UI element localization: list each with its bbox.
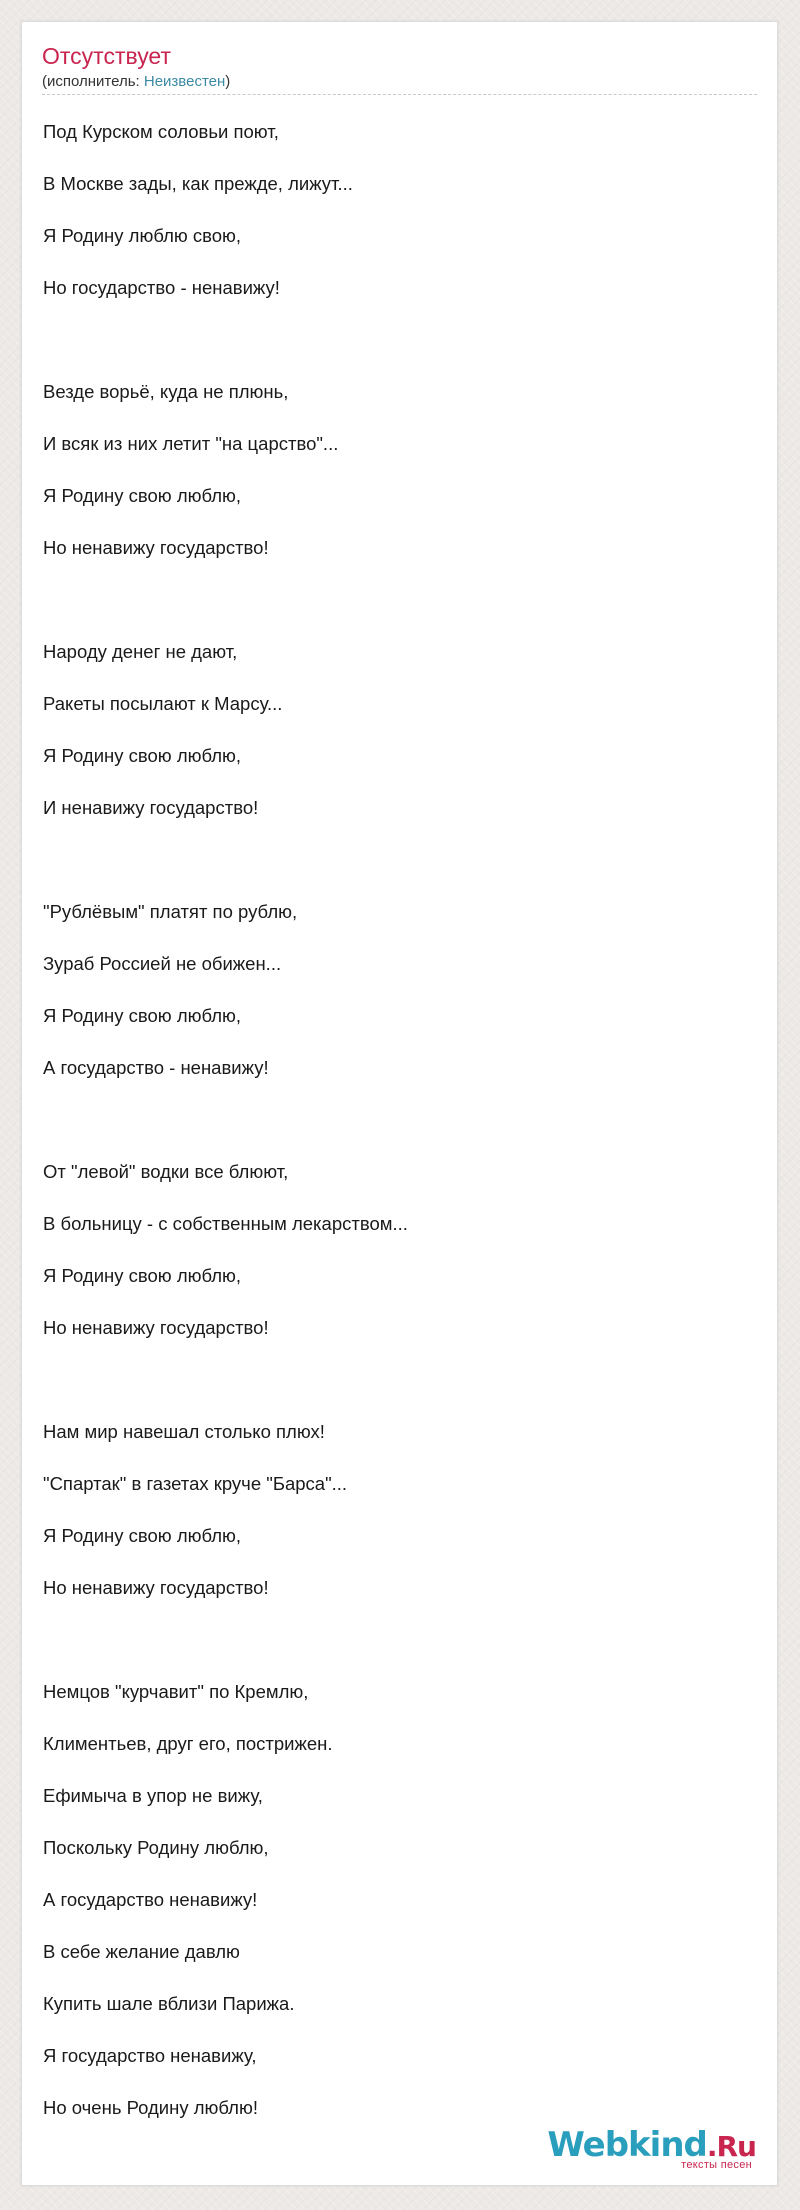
logo-name: Webkind: [547, 2125, 707, 2165]
lyric-line: А государство - ненавижу!: [43, 1057, 269, 1078]
lyric-line: Но государство - ненавижу!: [43, 277, 280, 298]
lyric-line: Я государство ненавижу,: [43, 2045, 257, 2066]
header-divider: [42, 94, 757, 95]
lyric-line: Я Родину свою люблю,: [43, 1265, 242, 1286]
lyric-line: Купить шале вблизи Парижа.: [43, 1993, 295, 2014]
lyric-line: Под Курском соловьи поют,: [43, 121, 279, 142]
lyric-line: Я Родину свою люблю,: [43, 1525, 242, 1546]
lyric-line: Ракеты посылают к Марсу...: [43, 693, 283, 714]
verse: [43, 626, 757, 886]
lyric-line: От "левой" водки все блюют,: [43, 1161, 289, 1182]
lyric-line: Немцов "курчавит" по Кремлю,: [43, 1681, 309, 1702]
lyric-line: Ефимыча в упор не вижу,: [43, 1785, 263, 1806]
lyric-line: Народу денег не дают,: [43, 641, 238, 662]
lyric-line: А государство ненавижу!: [43, 1889, 258, 1910]
lyric-line: Но очень Родину люблю!: [43, 2097, 258, 2118]
lyric-line: В себе желание давлю: [43, 1941, 240, 1962]
lyric-line: Везде ворьё, куда не плюнь,: [43, 381, 289, 402]
verse: [43, 1146, 757, 1406]
verse: [43, 1406, 757, 1666]
artist-line: [42, 73, 230, 91]
lyric-line: Я Родину свою люблю,: [43, 485, 242, 506]
lyric-line: Поскольку Родину люблю,: [43, 1837, 269, 1858]
logo-tagline: тексты песен: [681, 2159, 752, 2171]
lyrics-card: [21, 21, 778, 2186]
lyric-line: "Спартак" в газетах круче "Барса"...: [43, 1473, 348, 1494]
verse: [43, 366, 757, 626]
verse: [43, 106, 757, 366]
lyric-line: Нам мир навешал столько плюх!: [43, 1421, 325, 1442]
lyric-line: Я Родину свою люблю,: [43, 745, 242, 766]
artist-prefix: (исполнитель:: [42, 73, 144, 90]
lyric-line: И всяк из них летит "на царство"...: [43, 433, 339, 454]
lyric-line: "Рублёвым" платят по рублю,: [43, 901, 298, 922]
logo-tld: .Ru: [706, 2130, 756, 2163]
song-title: Отсутствует: [42, 43, 171, 69]
lyric-line: Но ненавижу государство!: [43, 537, 269, 558]
lyrics-body: [43, 106, 757, 2186]
lyric-line: Но ненавижу государство!: [43, 1577, 269, 1598]
lyric-line: Я Родину свою люблю,: [43, 1005, 242, 1026]
lyric-line: И ненавижу государство!: [43, 797, 259, 818]
lyric-line: В Москве зады, как прежде, лижут...: [43, 173, 353, 194]
lyric-line: Зураб Россией не обижен...: [43, 953, 282, 974]
artist-suffix: ): [225, 73, 231, 90]
lyric-line: Климентьев, друг его, пострижен.: [43, 1733, 333, 1754]
lyric-line: В больницу - с собственным лекарством...: [43, 1213, 408, 1234]
lyric-line: Я Родину люблю свою,: [43, 225, 242, 246]
lyric-line: Но ненавижу государство!: [43, 1317, 269, 1338]
artist-link[interactable]: Неизвестен: [143, 73, 226, 90]
verse: [43, 886, 757, 1146]
webkind-logo[interactable]: [547, 2125, 756, 2171]
verse: [43, 1666, 757, 1926]
